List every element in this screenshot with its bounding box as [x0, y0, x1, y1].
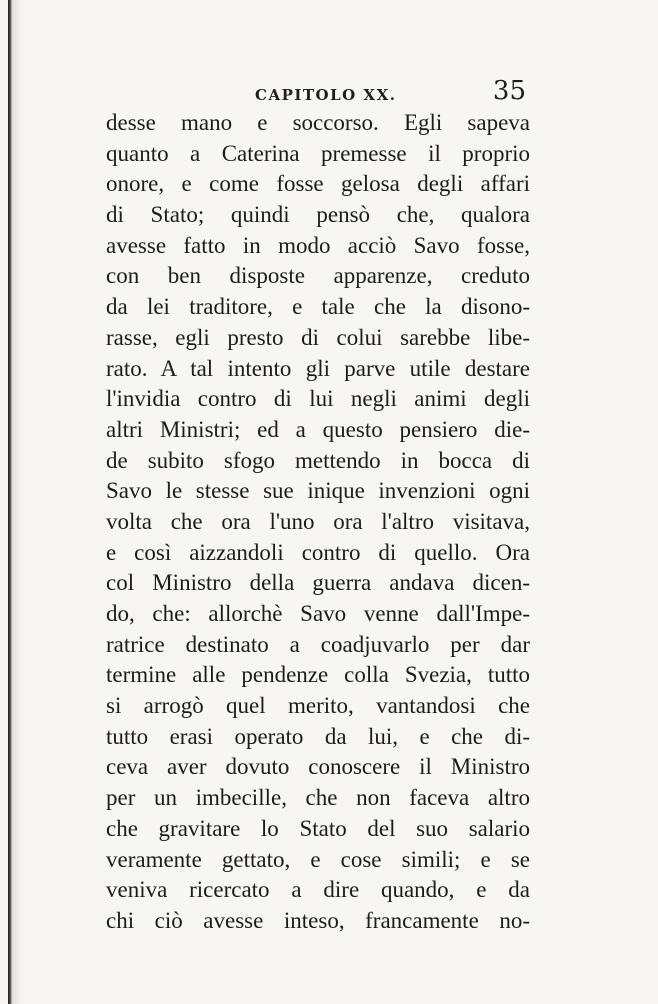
- text-line: do, che: allorchè Savo venne dall'Impe-: [106, 601, 530, 626]
- text-line: termine alle pendenze colla Svezia, tutto: [106, 662, 530, 688]
- text-line: si arrogò quel merito, vantandosi che: [106, 693, 530, 719]
- text-line: tutto erasi operato da lui, e che di-: [106, 723, 530, 749]
- text-line: e così aizzandoli contro di quello. Ora: [106, 539, 530, 565]
- text-line: veramente gettato, e cose simili; e se: [106, 846, 530, 872]
- running-head: CAPITOLO XX.: [255, 86, 397, 104]
- page-number: 35: [492, 76, 526, 106]
- text-line: quanto a Caterina premesse il proprio: [106, 140, 530, 166]
- body-text: [106, 108, 530, 937]
- text-line: altri Ministri; ed a questo pensiero die-: [106, 416, 530, 442]
- text-line: ratrice destinato a coadjuvarlo per dar: [106, 631, 530, 657]
- text-line: de subito sfogo mettendo in bocca di: [106, 447, 530, 473]
- text-line: ceva aver dovuto conoscere il Ministro: [106, 754, 530, 780]
- text-line: rasse, egli presto di colui sarebbe libe-: [106, 324, 530, 350]
- text-line: veniva ricercato a dire quando, e da: [106, 877, 530, 903]
- text-line: avesse fatto in modo acciò Savo fosse,: [106, 232, 530, 258]
- text-line: desse mano e soccorso. Egli sapeva: [106, 110, 530, 135]
- page-header: [110, 74, 530, 108]
- text-line: da lei traditore, e tale che la disono-: [106, 294, 530, 320]
- text-line: chi ciò avesse inteso, francamente no-: [106, 907, 530, 933]
- text-line: di Stato; quindi pensò che, qualora: [106, 202, 530, 228]
- text-line: rato. A tal intento gli parve utile destare: [106, 355, 530, 381]
- text-line: con ben disposte apparenze, creduto: [106, 263, 530, 289]
- text-line: che gravitare lo Stato del suo salario: [106, 815, 530, 841]
- text-line: onore, e come fosse gelosa degli affari: [106, 171, 530, 197]
- text-line: l'invidia contro di lui negli animi degli: [106, 386, 530, 412]
- text-line: col Ministro della guerra andava dicen-: [106, 570, 530, 596]
- text-line: Savo le stesse sue inique invenzioni ogni: [106, 478, 530, 504]
- text-line: per un imbecille, che non faceva altro: [106, 785, 530, 811]
- text-line: volta che ora l'uno ora l'altro visitava,: [106, 508, 530, 534]
- binding-shadow: [12, 0, 22, 1004]
